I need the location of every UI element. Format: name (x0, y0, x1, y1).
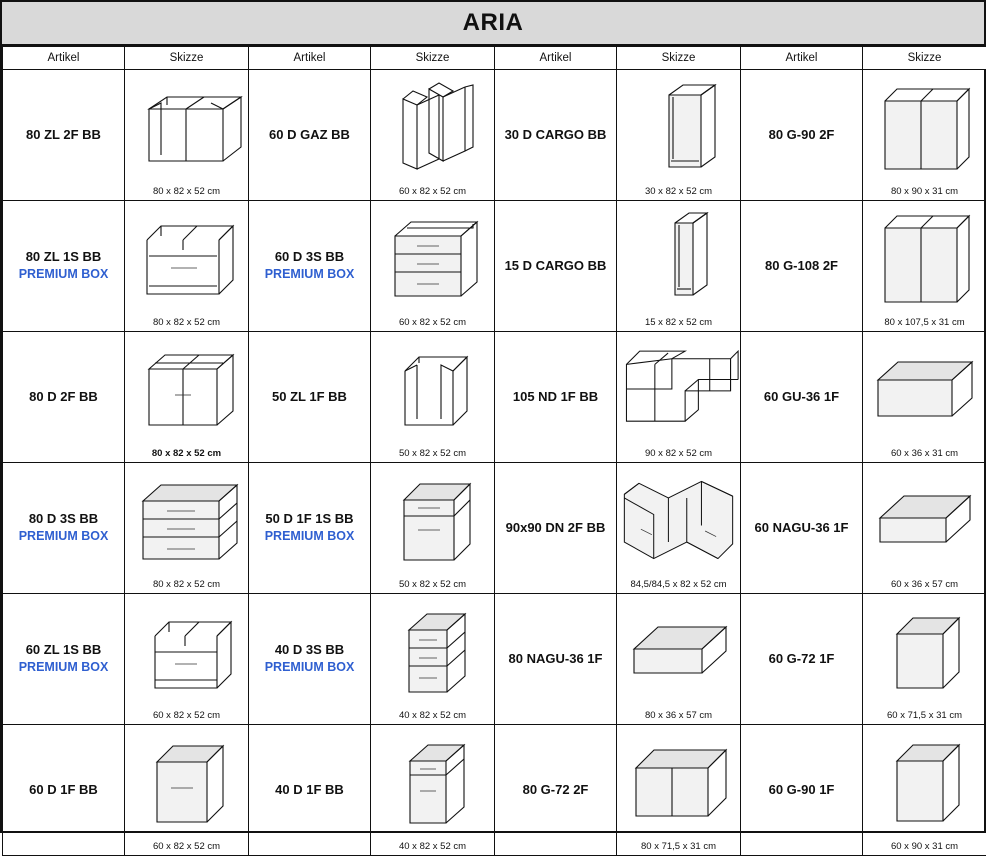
column-header-skizze-1: Skizze (125, 47, 249, 70)
dimension-label: 50 x 82 x 52 cm (399, 447, 466, 459)
base-1door-icon (125, 725, 248, 840)
product-name-cell: 30 D CARGO BB (495, 70, 617, 201)
base-3drawer-wide-icon (125, 463, 248, 578)
dimension-label: 80 x 71,5 x 31 cm (641, 840, 716, 852)
table-header-row (3, 47, 986, 70)
cargo-base-narrow-icon (617, 70, 740, 185)
product-name-cell: 60 NAGU-36 1F (741, 463, 863, 594)
product-sketch-cell (863, 332, 986, 463)
column-header-skizze-4: Skizze (863, 47, 986, 70)
extractor-hood-cabinet-icon (863, 463, 986, 578)
sink-base-1drawer-icon (125, 201, 248, 316)
column-header-artikel-4: Artikel (741, 47, 863, 70)
dimension-label: 90 x 82 x 52 cm (645, 447, 712, 459)
product-name-cell: 50 D 1F 1S BB PREMIUM BOX (249, 463, 371, 594)
dimension-label: 40 x 82 x 52 cm (399, 840, 466, 852)
product-name-cell: 50 ZL 1F BB (249, 332, 371, 463)
column-header-artikel-1: Artikel (3, 47, 125, 70)
product-sketch-cell (371, 201, 495, 332)
product-name-cell: 60 G-72 1F (741, 594, 863, 725)
product-sketch-cell (617, 70, 741, 201)
product-sketch-cell (863, 70, 986, 201)
product-name-cell: 80 G-90 2F (741, 70, 863, 201)
product-name-cell: 60 D 3S BB PREMIUM BOX (249, 201, 371, 332)
product-sketch-cell (863, 725, 986, 856)
dimension-label: 80 x 82 x 52 cm (153, 185, 220, 197)
dimension-label: 80 x 90 x 31 cm (891, 185, 958, 197)
table-row (3, 725, 986, 856)
product-sketch-cell (371, 463, 495, 594)
product-sketch-cell (371, 70, 495, 201)
dimension-label: 60 x 82 x 52 cm (153, 840, 220, 852)
product-name-cell: 80 D 2F BB (3, 332, 125, 463)
page-title: ARIA (463, 9, 524, 37)
corner-base-diagonal-icon (617, 463, 740, 578)
extractor-hood-cabinet-wide-icon (617, 594, 740, 709)
wall-cabinet-1door-icon (863, 594, 986, 709)
product-name-cell: 80 D 3S BB PREMIUM BOX (3, 463, 125, 594)
product-name-cell: 60 GU-36 1F (741, 332, 863, 463)
column-header-artikel-3: Artikel (495, 47, 617, 70)
base-3drawer-icon (371, 201, 494, 316)
wall-cabinet-1door-tall-icon (863, 725, 986, 840)
dimension-label: 80 x 107,5 x 31 cm (884, 316, 964, 328)
dimension-label: 60 x 36 x 57 cm (891, 578, 958, 590)
base-1door-1drawer-icon (371, 463, 494, 578)
product-name-cell: 60 D GAZ BB (249, 70, 371, 201)
product-name-cell: 80 NAGU-36 1F (495, 594, 617, 725)
cargo-base-15-icon (617, 201, 740, 316)
product-name-cell: 90x90 DN 2F BB (495, 463, 617, 594)
product-sketch-cell (125, 725, 249, 856)
sink-base-1door-open-icon (371, 332, 494, 447)
wall-cabinet-short-icon (863, 332, 986, 447)
base-3drawer-narrow-icon (371, 594, 494, 709)
dimension-label: 40 x 82 x 52 cm (399, 709, 466, 721)
dimension-label: 80 x 82 x 52 cm (153, 316, 220, 328)
table-row (3, 463, 986, 594)
dimension-label: 80 x 36 x 57 cm (645, 709, 712, 721)
wall-cabinet-2door-icon (863, 70, 986, 185)
column-header-artikel-2: Artikel (249, 47, 371, 70)
product-name-cell: 40 D 1F BB (249, 725, 371, 856)
sink-base-1drawer-open-icon (125, 594, 248, 709)
product-sketch-cell (125, 201, 249, 332)
dimension-label: 60 x 82 x 52 cm (153, 709, 220, 721)
wall-cabinet-tall-2door-icon (863, 201, 986, 316)
product-name-cell: 60 G-90 1F (741, 725, 863, 856)
dimension-label: 60 x 82 x 52 cm (399, 316, 466, 328)
product-name-cell: 80 ZL 2F BB (3, 70, 125, 201)
product-name-cell: 80 G-72 2F (495, 725, 617, 856)
dimension-label: 15 x 82 x 52 cm (645, 316, 712, 328)
product-sketch-cell (125, 332, 249, 463)
product-name-cell: 15 D CARGO BB (495, 201, 617, 332)
dimension-label: 80 x 82 x 52 cm (153, 578, 220, 590)
base-2door-open-top-icon (125, 332, 248, 447)
title-bar (2, 2, 984, 46)
dimension-label: 60 x 90 x 31 cm (891, 840, 958, 852)
dimension-label: 60 x 36 x 31 cm (891, 447, 958, 459)
base-1door-narrow-icon (371, 725, 494, 840)
table-row (3, 594, 986, 725)
product-sketch-cell (617, 463, 741, 594)
column-header-skizze-3: Skizze (617, 47, 741, 70)
product-sketch-cell (125, 463, 249, 594)
product-sketch-cell (617, 594, 741, 725)
table-row (3, 70, 986, 201)
sink-base-2door-open-icon (125, 70, 248, 185)
column-header-skizze-2: Skizze (371, 47, 495, 70)
dimension-label: 60 x 71,5 x 31 cm (887, 709, 962, 721)
product-sketch-cell (125, 70, 249, 201)
dimension-label: 84,5/84,5 x 82 x 52 cm (630, 578, 726, 590)
product-sketch-cell (617, 725, 741, 856)
product-name-cell: 60 ZL 1S BB PREMIUM BOX (3, 594, 125, 725)
product-name-cell: 105 ND 1F BB (495, 332, 617, 463)
product-sketch-cell (371, 332, 495, 463)
product-name-cell: 40 D 3S BB PREMIUM BOX (249, 594, 371, 725)
table-row (3, 201, 986, 332)
product-grid (2, 46, 986, 856)
corner-base-unit-icon (617, 332, 740, 447)
product-name-cell: 60 D 1F BB (3, 725, 125, 856)
product-sketch-cell (125, 594, 249, 725)
dimension-label: 80 x 82 x 52 cm (152, 447, 221, 459)
product-sketch-cell (863, 594, 986, 725)
product-sketch-cell (863, 201, 986, 332)
dimension-label: 60 x 82 x 52 cm (399, 185, 466, 197)
wall-cabinet-2door-wide-icon (617, 725, 740, 840)
oven-base-cabinet-icon (371, 70, 494, 185)
dimension-label: 50 x 82 x 52 cm (399, 578, 466, 590)
table-row (3, 332, 986, 463)
product-sketch-cell (371, 594, 495, 725)
product-name-cell: 80 G-108 2F (741, 201, 863, 332)
product-sketch-cell (863, 463, 986, 594)
product-sketch-cell (617, 201, 741, 332)
dimension-label: 30 x 82 x 52 cm (645, 185, 712, 197)
product-sketch-cell (371, 725, 495, 856)
product-name-cell: 80 ZL 1S BB PREMIUM BOX (3, 201, 125, 332)
product-sketch-cell (617, 332, 741, 463)
